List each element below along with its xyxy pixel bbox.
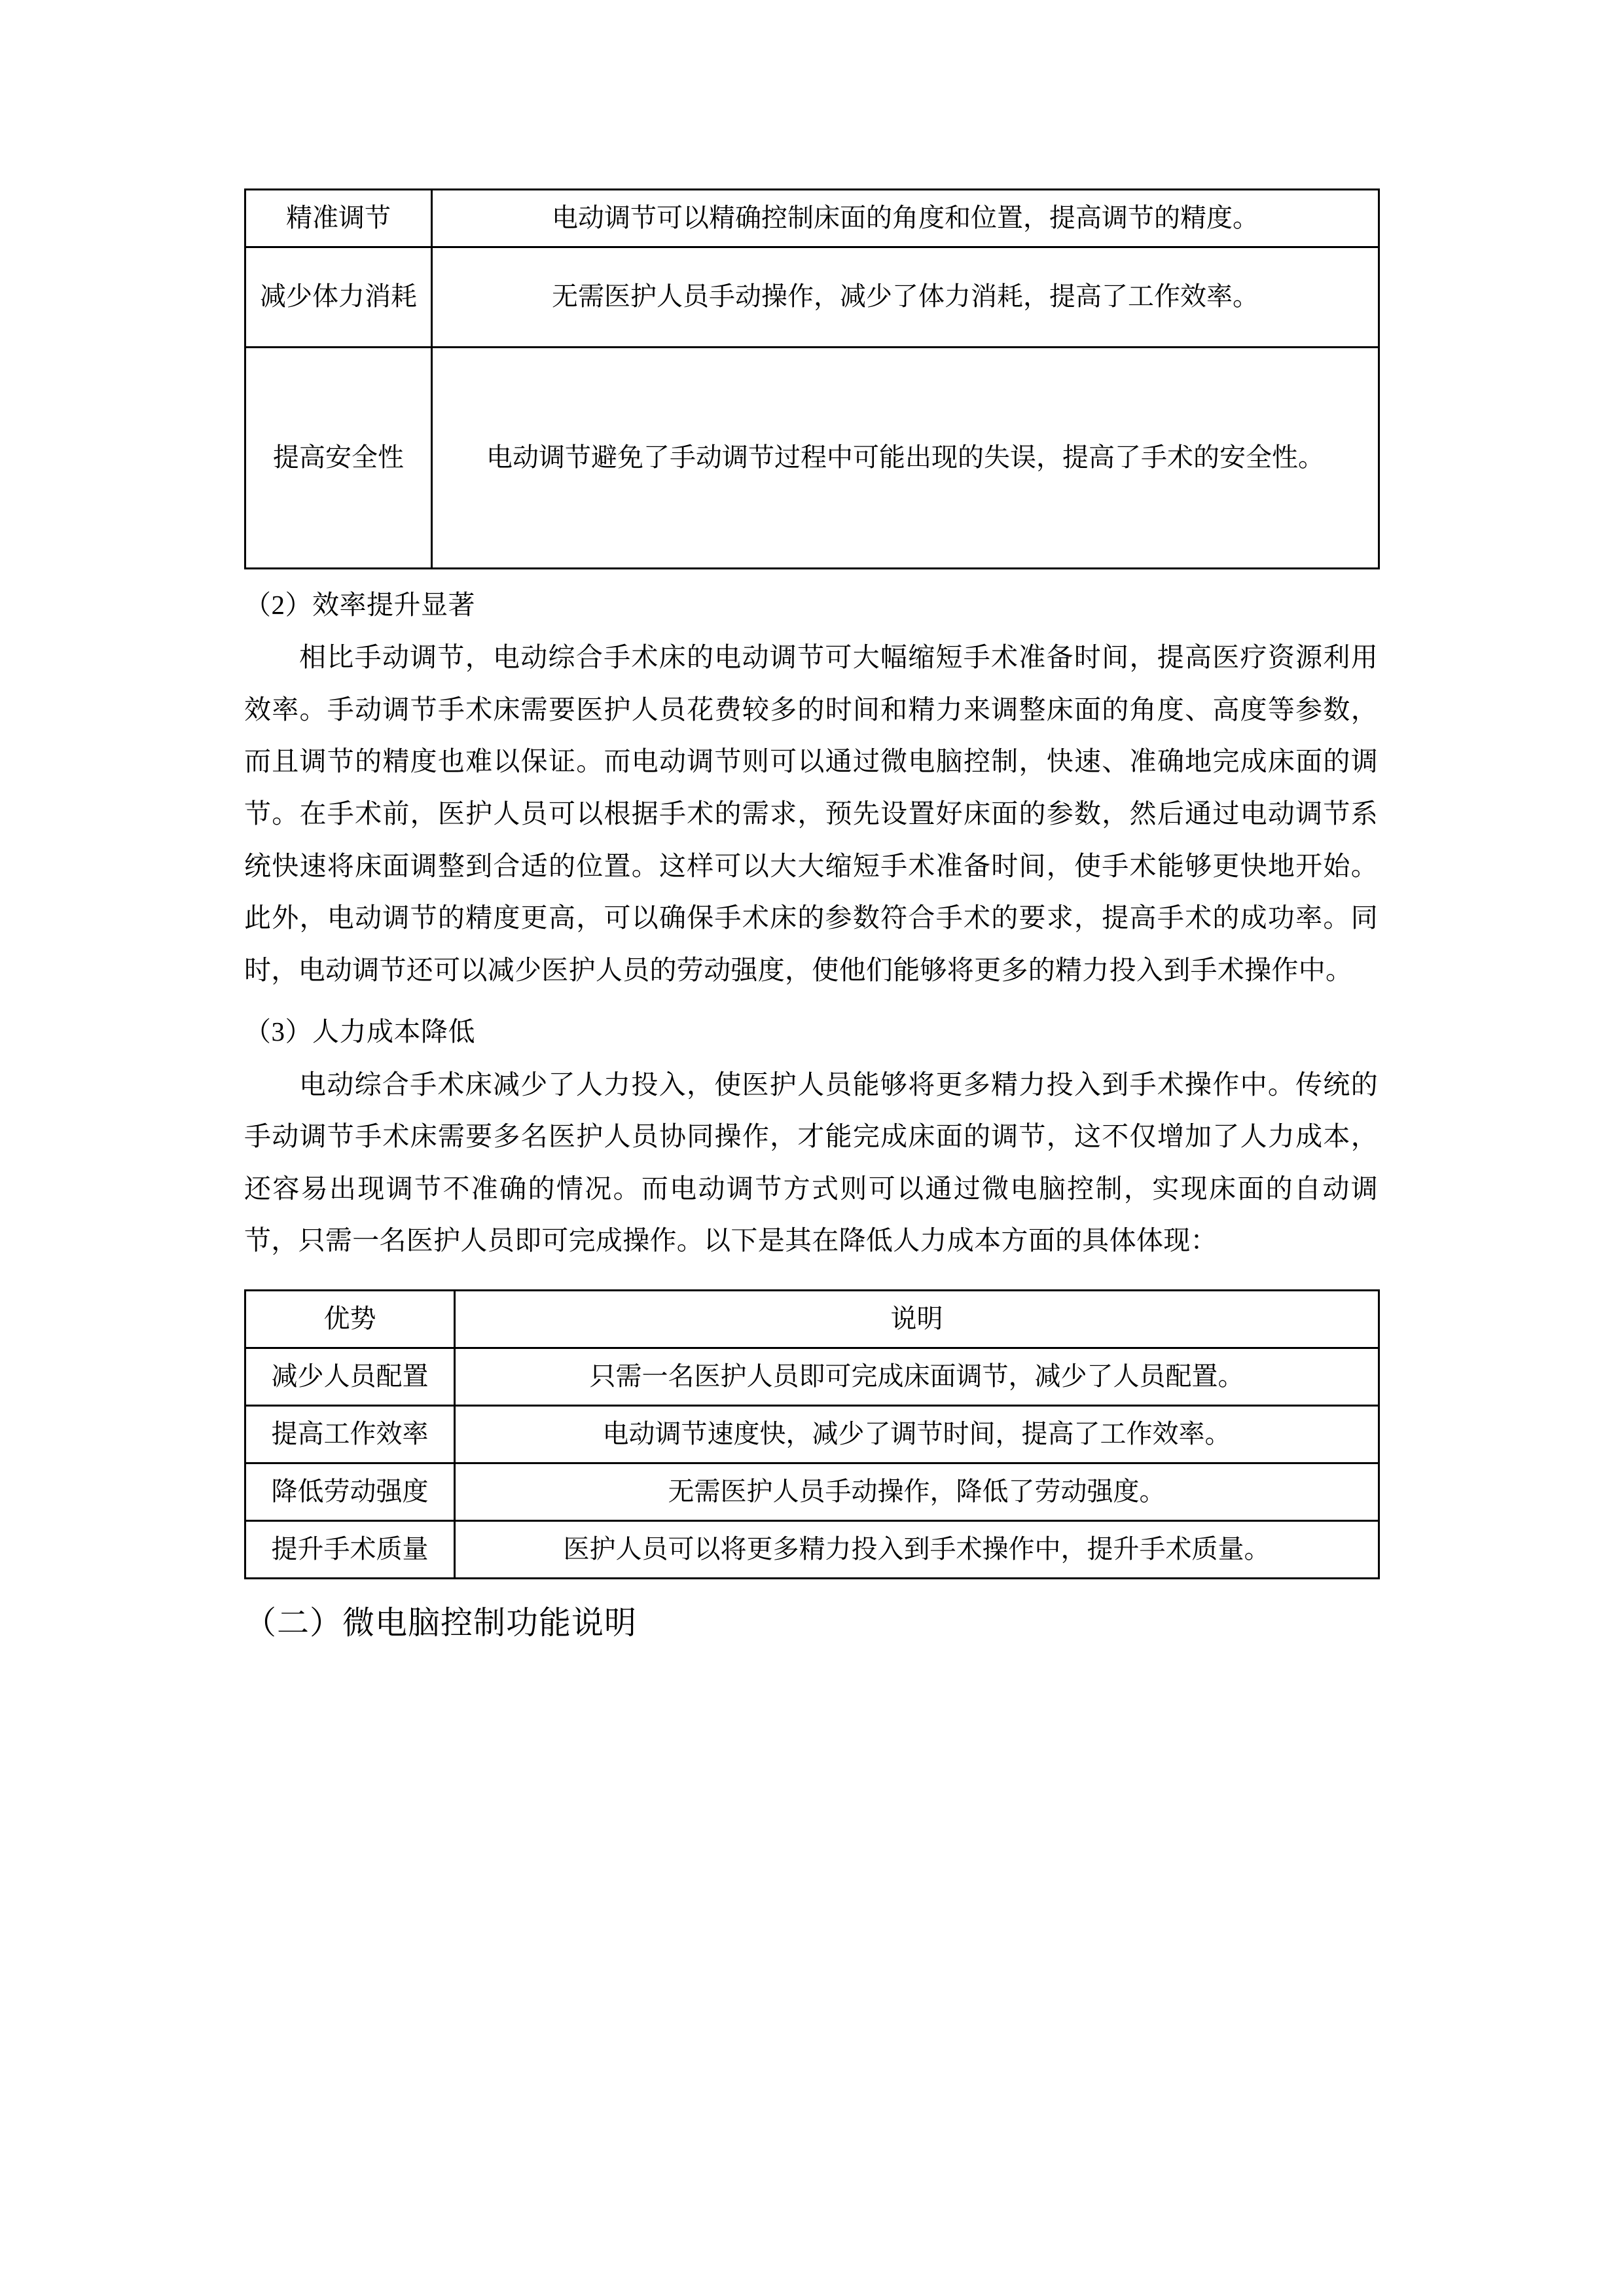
table-row (245, 347, 1379, 568)
labor-label-cell: 降低劳动强度 (245, 1463, 455, 1520)
column-header-description: 说明 (455, 1290, 1379, 1348)
table-row (245, 1348, 1379, 1405)
advantages-table (244, 188, 1380, 569)
labor-description-cell: 医护人员可以将更多精力投入到手术操作中，提升手术质量。 (455, 1520, 1379, 1578)
labor-label-cell: 提升手术质量 (245, 1520, 455, 1578)
heading-efficiency: （2）效率提升显著 (244, 589, 475, 620)
spacer (244, 1267, 1378, 1289)
heading-labor-cost: （3）人力成本降低 (244, 1016, 475, 1047)
advantage-description-cell: 电动调节可以精确控制床面的角度和位置，提高调节的精度。 (432, 190, 1379, 247)
labor-description-cell: 无需医护人员手动操作，降低了劳动强度。 (455, 1463, 1379, 1520)
advantage-label-cell: 提高安全性 (245, 347, 432, 568)
labor-description-cell: 只需一名医护人员即可完成床面调节，减少了人员配置。 (455, 1348, 1379, 1405)
heading-microcomputer-control: （二）微电脑控制功能说明 (244, 1604, 638, 1641)
column-header-advantage: 优势 (245, 1290, 455, 1348)
paragraph-labor-cost: 电动综合手术床减少了人力投入，使医护人员能够将更多精力投入到手术操作中。传统的手动调节手术床需要多名医护人员协同操作，才能完成床面的调节，这不仅增加了人力成本，还容易出现调节不准确的情况。而电动调节方式则可以通过微电脑控制，实现床面的自动调节，只需一名医护人员即可完成操作。以下是其在降低人力成本方面的具体体现： (244, 1069, 1378, 1256)
table-row (245, 1520, 1379, 1578)
advantage-description-cell: 电动调节避免了手动调节过程中可能出现的失误，提高了手术的安全性。 (432, 347, 1379, 568)
advantage-description-cell: 无需医护人员手动操作，减少了体力消耗，提高了工作效率。 (432, 247, 1379, 347)
paragraph-efficiency: 相比手动调节，电动综合手术床的电动调节可大幅缩短手术准备时间，提高医疗资源利用效率。手动调节手术床需要医护人员花费较多的时间和精力来调整床面的角度、高度等参数，而且调节的精度也难以保证。而电动调节则可以通过微电脑控制，快速、准确地完成床面的调节。在手术前，医护人员可以根据手术的需求，预先设置好床面的参数，然后通过电动调节系统快速将床面调整到合适的位置。这样可以大大缩短手术准备时间，使手术能够更快地开始。此外，电动调节的精度更高，可以确保手术床的参数符合手术的要求，提高手术的成功率。同时，电动调节还可以减少医护人员的劳动强度，使他们能够将更多的精力投入到手术操作中。 (244, 642, 1378, 985)
table-header-row (245, 1290, 1379, 1348)
labor-label-cell: 减少人员配置 (245, 1348, 455, 1405)
table-row (245, 247, 1379, 347)
table-row (245, 190, 1379, 247)
table-row (245, 1463, 1379, 1520)
table-row (245, 1405, 1379, 1463)
labor-description-cell: 电动调节速度快，减少了调节时间，提高了工作效率。 (455, 1405, 1379, 1463)
labor-cost-table (244, 1289, 1380, 1579)
advantage-label-cell: 减少体力消耗 (245, 247, 432, 347)
advantage-label-cell: 精准调节 (245, 190, 432, 247)
labor-label-cell: 提高工作效率 (245, 1405, 455, 1463)
